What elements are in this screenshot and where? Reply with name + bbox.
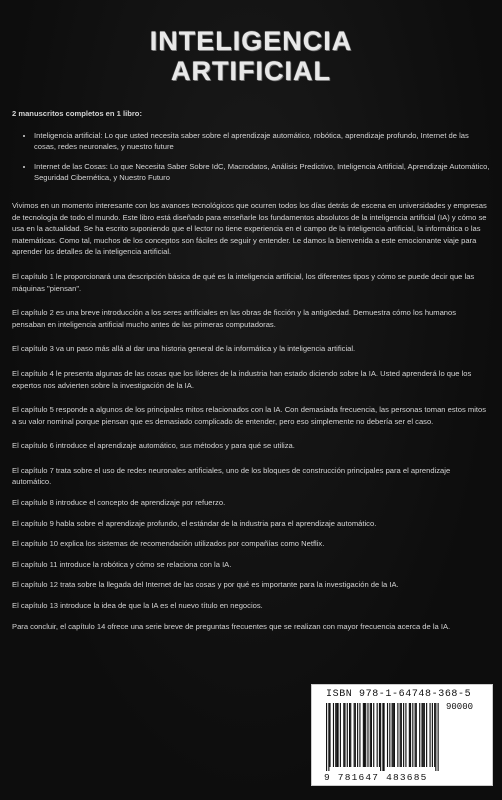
chapter-paragraph: El capítulo 8 introduce el concepto de aprendizaje por refuerzo. (12, 498, 226, 508)
chapter-paragraph: El capítulo 7 trata sobre el uso de redes neuronales artificiales, uno de los bloques de construcción principales para el aprendizaje automático. (12, 465, 451, 487)
chapter-paragraph: El capítulo 6 introduce el aprendizaje automático, sus métodos y para qué se utiliza. (12, 441, 295, 451)
ean-digits: 9 781647 483685 (324, 772, 428, 783)
barcode-icon (326, 703, 486, 771)
intro-label: 2 manuscritos completos en 1 libro: (12, 109, 142, 118)
book-title (0, 26, 502, 86)
list-item: • Inteligencia artificial: Lo que usted necesita saber sobre el aprendizaje automático, robótica, aprendizaje profundo, Internet de las cosas, redes neuronales, y nuestro future (34, 130, 490, 153)
manuscript-list (12, 130, 490, 184)
price-code: 90000 (446, 702, 474, 712)
chapter-paragraph: El capítulo 13 introduce la idea de que la IA es el nuevo título en negocios. (12, 601, 263, 611)
chapter-paragraph: El capítulo 4 le presenta algunas de las cosas que los líderes de la industria han estado diciendo sobre la IA. Usted aprenderá lo que los expertos nos advierten sobre la investigación de la IA. (12, 368, 472, 390)
title-line-1: INTELIGENCIA (149, 26, 353, 56)
chapter-paragraph: Para concluir, el capítulo 14 ofrece una serie breve de preguntas frecuentes que se realizan con mayor frecuencia acerca de la IA. (12, 621, 451, 631)
chapter-paragraph: El capítulo 11 introduce la robótica y cómo se relaciona con la IA. (12, 559, 232, 569)
list-item: • Internet de las Cosas: Lo que Necesita Saber Sobre IdC, Macrodatos, Análisis Predictivo, Inteligencia Artificial, Aprendizaje Automático, Seguridad Cibernética, y Nuestro Futuro (34, 161, 490, 184)
chapter-paragraph: El capítulo 10 explica los sistemas de recomendación utilizados por compañías como Netflix. (12, 539, 325, 549)
chapter-paragraph: El capítulo 1 le proporcionará una descripción básica de qué es la inteligencia artificial, los diferentes tipos y cómo se puede decir que las máquinas "piensan". (12, 271, 475, 293)
intro-paragraph: Vivimos en un momento interesante con los avances tecnológicos que ocurren todos los días detrás de escena en universidades y empresas de tecnología de todo el mundo. Este libro está diseñado para enseñarle los fundamentos absolutos de la inteligencia artificial (IA) y cómo se usa en la actualidad. Se ha escrito suponiendo que el lector no tiene experiencia en el campo de la inteligencia artificial, la informática o las matemáticas. Como tal, muchos de los conceptos son fáciles de seguir y entender. Le damos la bienvenida a este emocionante viaje para aprender los detalles de la inteligencia artificial. (12, 200, 487, 257)
chapter-paragraph: El capítulo 12 trata sobre la llegada del Internet de las cosas y por qué es importante para la investigación de la IA. (12, 580, 399, 590)
chapter-paragraph: El capítulo 3 va un paso más allá al dar una historia general de la informática y la inteligencia artificial. (12, 344, 356, 354)
chapter-paragraph: El capítulo 5 responde a algunos de los principales mitos relacionados con la IA. Con demasiada frecuencia, las personas toman estos mitos a su valor nominal porque piensan que es demasiado complicado de entender, pero eso simplemente no debería ser el caso. (12, 405, 487, 426)
isbn-label: ISBN 978-1-64748-368-5 (326, 689, 472, 700)
chapter-paragraph: El capítulo 9 habla sobre el aprendizaje profundo, el estándar de la industria para el aprendizaje automático. (12, 518, 377, 528)
title-line-2: ARTIFICIAL (171, 56, 331, 86)
isbn-barcode (311, 684, 493, 786)
chapter-paragraph: El capítulo 2 es una breve introducción a los seres artificiales en las obras de ficción y la antigüedad. Demuestra cómo los humanos pensaban en inteligencia artificial mucho antes de las primeras computadoras. (12, 308, 457, 329)
blurb (12, 108, 490, 641)
